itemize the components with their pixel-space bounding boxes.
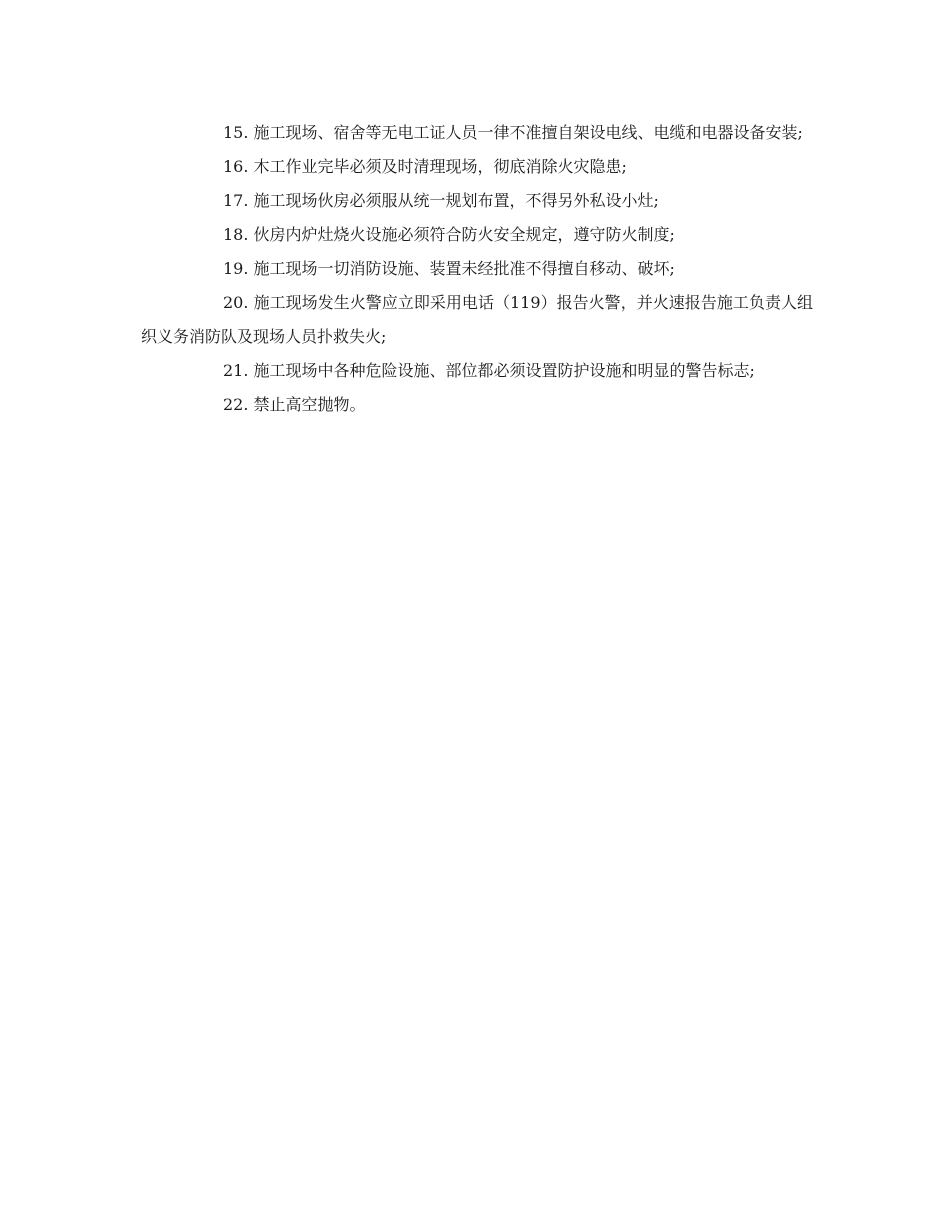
rule-item-18 [141, 218, 813, 252]
rule-text: 木工作业完毕必须及时清理现场，彻底消除火灾隐患; [253, 157, 627, 176]
rule-item-21 [141, 354, 813, 388]
rule-text: 施工现场中各种危险设施、部位都必须设置防护设施和明显的警告标志; [253, 361, 755, 380]
rule-text: 施工现场一切消防设施、装置未经批准不得擅自移动、破坏; [253, 259, 675, 278]
rules-list [141, 116, 813, 422]
rule-item-15 [141, 116, 813, 150]
rule-number: 22. [223, 395, 249, 414]
rule-number: 15. [223, 123, 249, 142]
rule-item-16 [141, 150, 813, 184]
rule-text: 伙房内炉灶烧火设施必须符合防火安全规定，遵守防火制度; [253, 225, 675, 244]
rule-number: 16. [223, 157, 249, 176]
rule-item-19 [141, 252, 813, 286]
rule-number: 20. [223, 293, 249, 312]
rule-text: 施工现场、宿舍等无电工证人员一律不准擅自架设电线、电缆和电器设备安装; [253, 123, 803, 142]
rule-text: 禁止高空抛物。 [253, 395, 366, 414]
rule-number: 18. [223, 225, 249, 244]
rule-item-22 [141, 388, 813, 422]
rule-number: 17. [223, 191, 249, 210]
rule-item-20 [141, 286, 813, 354]
rule-item-17 [141, 184, 813, 218]
rule-text: 施工现场发生火警应立即采用电话（119）报告火警，并火速报告施工负责人组织义务消防队及现场人员扑救失火; [141, 293, 813, 346]
rule-number: 21. [223, 361, 249, 380]
rule-text: 施工现场伙房必须服从统一规划布置，不得另外私设小灶; [253, 191, 659, 210]
rule-number: 19. [223, 259, 249, 278]
